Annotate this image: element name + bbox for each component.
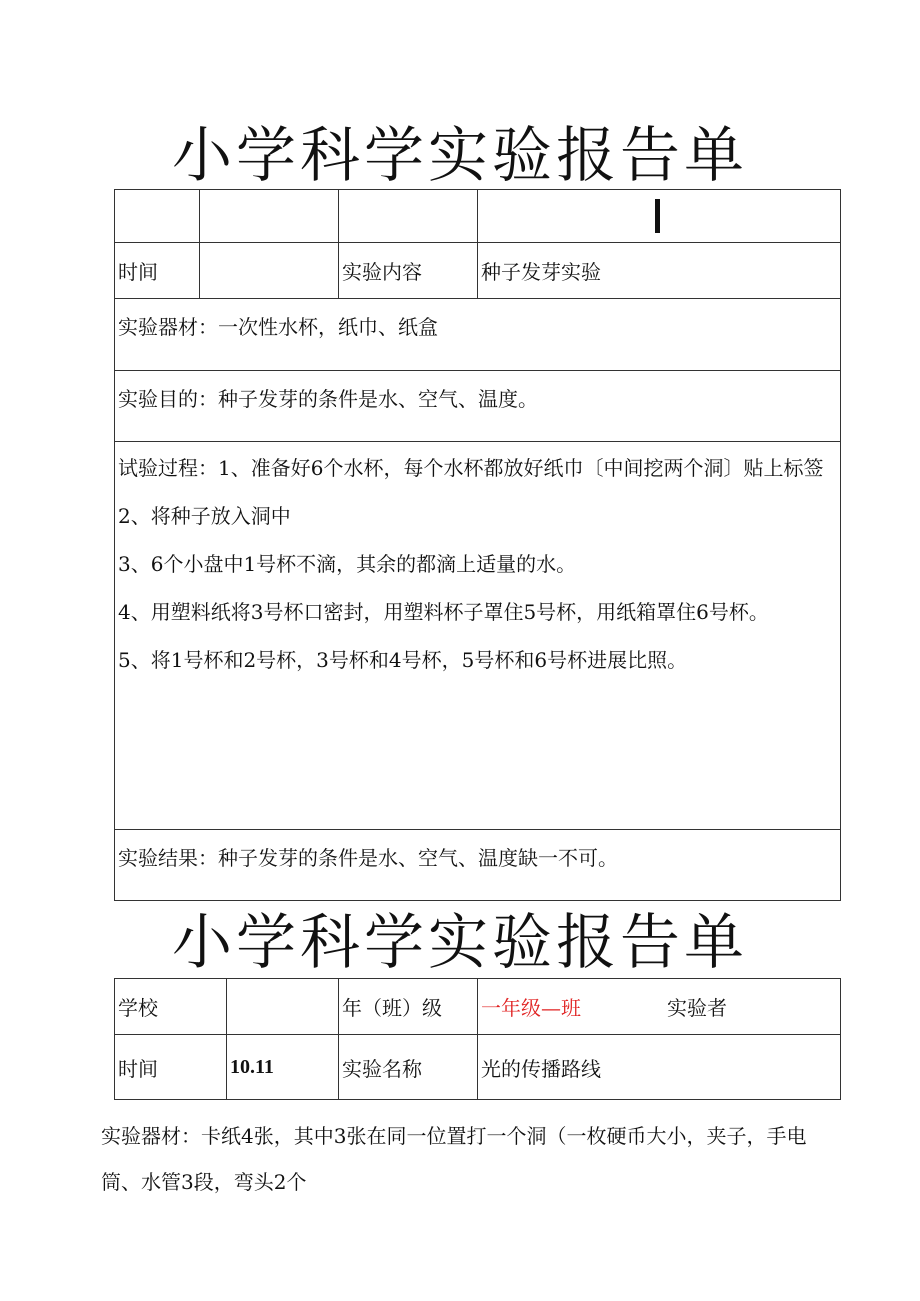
time-value: 10.11 bbox=[227, 1035, 339, 1100]
grade-label: 年（班）级 bbox=[339, 979, 478, 1035]
grade-value: 一年级—班 bbox=[481, 996, 581, 1020]
name-value: 光的传播路线 bbox=[478, 1035, 841, 1100]
empty-cell bbox=[478, 190, 841, 243]
cursor-mark bbox=[655, 199, 660, 233]
name-label: 实验名称 bbox=[339, 1035, 478, 1100]
result-cell: 实验结果：种子发芽的条件是水、空气、温度缺一不可。 bbox=[115, 830, 841, 901]
grade-cell bbox=[478, 979, 841, 1035]
report-title: 小学科学实验报告单 bbox=[172, 908, 748, 978]
empty-cell bbox=[339, 190, 478, 243]
time-label: 时间 bbox=[115, 243, 200, 299]
content-value: 种子发芽实验 bbox=[478, 243, 841, 299]
time-value bbox=[200, 243, 339, 299]
process-step: 5、将1号杯和2号杯，3号杯和4号杯，5号杯和6号杯进展比照。 bbox=[118, 648, 688, 672]
process-step: 2、将种子放入洞中 bbox=[118, 504, 291, 528]
time-label: 时间 bbox=[115, 1035, 227, 1100]
school-value bbox=[227, 979, 339, 1035]
process-step: 3、6个小盘中1号杯不滴，其余的都滴上适量的水。 bbox=[118, 552, 577, 576]
school-label: 学校 bbox=[115, 979, 227, 1035]
purpose-cell: 实验目的：种子发芽的条件是水、空气、温度。 bbox=[115, 371, 841, 442]
process-step: 试验过程：1、准备好6个水杯，每个水杯都放好纸巾〔中间挖两个洞〕贴上标签 bbox=[118, 456, 824, 480]
process-cell bbox=[115, 442, 841, 830]
empty-cell bbox=[200, 190, 339, 243]
report-table bbox=[114, 978, 841, 1100]
report-title: 小学科学实验报告单 bbox=[172, 121, 748, 191]
report-table bbox=[114, 189, 841, 901]
process-step: 4、用塑料纸将3号杯口密封，用塑料杯子罩住5号杯，用纸箱罩住6号杯。 bbox=[118, 600, 769, 624]
materials-cell: 实验器材：一次性水杯，纸巾、纸盒 bbox=[115, 299, 841, 371]
materials-paragraph: 实验器材：卡纸4张，其中3张在同一位置打一个洞（一枚硬币大小，夹子，手电筒、水管3段，弯头2个 bbox=[101, 1124, 807, 1194]
content-label: 实验内容 bbox=[339, 243, 478, 299]
experimenter-label: 实验者 bbox=[667, 996, 727, 1020]
empty-cell bbox=[115, 190, 200, 243]
